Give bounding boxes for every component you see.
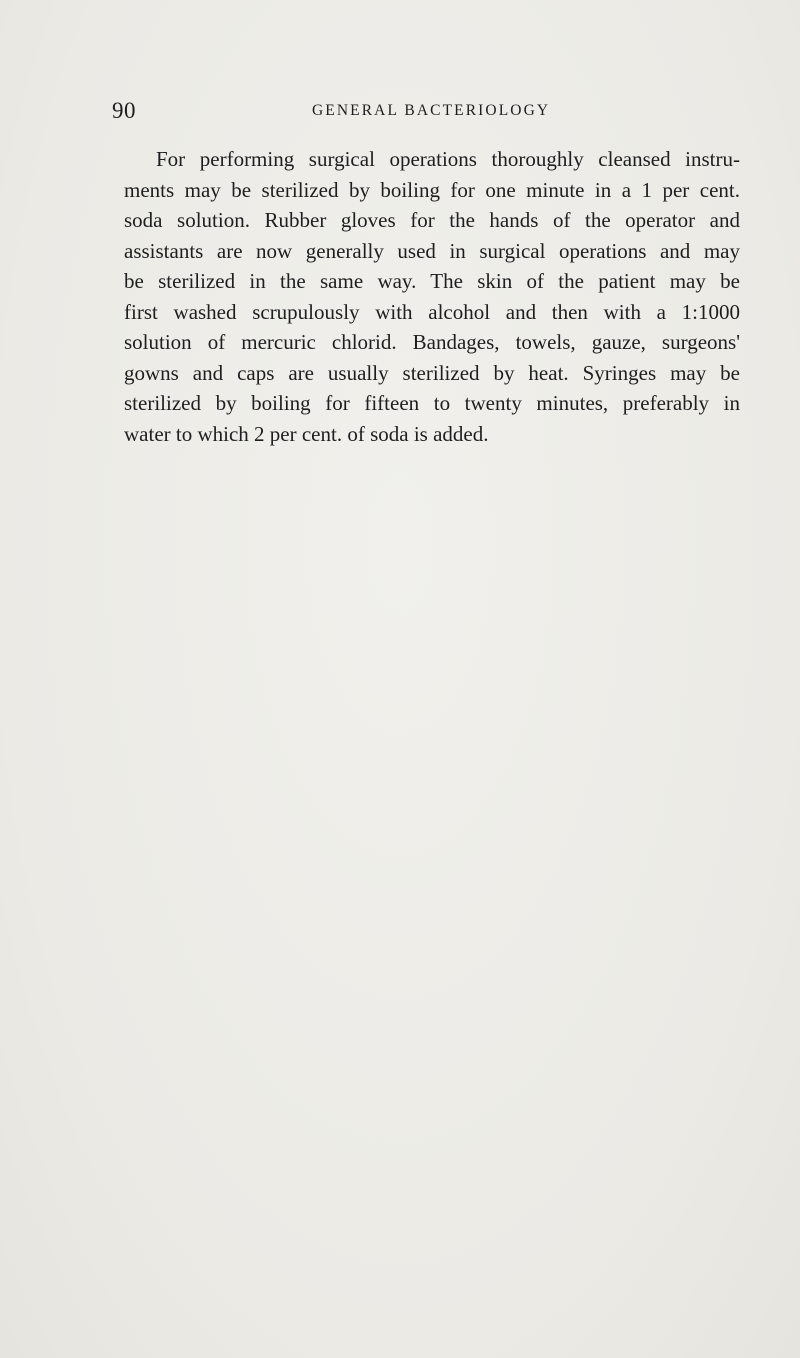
body-paragraph — [124, 144, 740, 449]
page-number: 90 — [112, 98, 136, 123]
text-line: be sterilized in the same way. The skin of the patient may be — [124, 269, 740, 293]
text-line: first washed scrupulously with alcohol and then with a 1:1000 — [124, 299, 740, 324]
text-line: ments may be sterilized by boiling for one minute in a 1 per cent. — [124, 177, 740, 202]
text-line: assistants are now generally used in surgical operations and may — [124, 238, 740, 263]
text-line: sterilized by boiling for fifteen to twenty minutes, preferably in — [124, 391, 740, 415]
text-line: solution of mercuric chlorid. Bandages, towels, gauze, surgeons' — [124, 330, 740, 354]
text-line: soda solution. Rubber gloves for the hands of the operator and — [124, 208, 740, 232]
text-line: gowns and caps are usually sterilized by heat. Syringes may be — [124, 360, 740, 385]
text-line: water to which 2 per cent. of soda is added. — [124, 421, 489, 446]
text-line: For performing surgical operations thoroughly cleansed instru- — [156, 147, 740, 171]
running-head — [112, 98, 712, 128]
running-title: GENERAL BACTERIOLOGY — [312, 102, 551, 119]
